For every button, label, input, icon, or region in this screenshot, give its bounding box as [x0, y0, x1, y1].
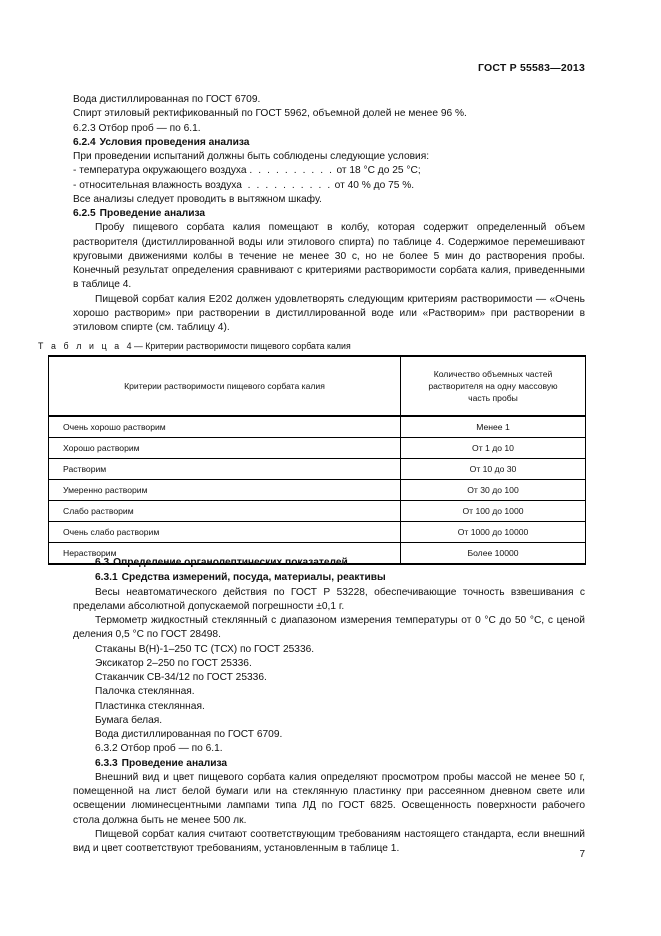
heading-6-2-5-number: 6.2.5 — [73, 208, 96, 219]
equipment-item: Бумага белая. — [95, 714, 163, 726]
equipment-item: Пластинка стеклянная. — [95, 700, 205, 712]
heading-6-3-3-text: Проведение анализа — [121, 757, 228, 769]
table-caption-title: Критерии растворимости пищевого сорбата калия — [145, 341, 351, 351]
condition-temperature-label: - температура окружающего воздуха — [73, 165, 247, 177]
cell-criterion: Очень слабо растворим — [49, 522, 401, 543]
condition-humidity-value: от 40 % до 75 %. — [334, 179, 415, 191]
page-number: 7 — [579, 849, 585, 860]
paragraph-balance: Весы неавтоматического действия по ГОСТ Р 53228, обеспечивающие точность взвешивания с пределами абсолютной допускаемой погрешности ±0,1 г. — [73, 586, 585, 612]
heading-6-2-5 — [73, 207, 585, 221]
paragraph-solubility-criteria: Пищевой сорбат калия Е202 должен удовлетворять следующим критериям растворимости — «Очень хорошо растворим» при растворении в дистиллированной воде или «Растворим» при растворении в этиловом спирте (см. таблицу 4). — [73, 293, 585, 333]
cell-criterion: Хорошо растворим — [49, 438, 401, 459]
cell-quantity: Менее 1 — [401, 416, 586, 438]
table-caption-dash: — — [134, 341, 143, 351]
cell-criterion: Растворим — [49, 459, 401, 480]
condition-temperature-value: от 18 °С до 25 °С; — [336, 165, 421, 177]
heading-6-2-5-text: Проведение анализа — [99, 208, 206, 219]
clause-6-2-3-sampling: 6.2.3 Отбор проб — по 6.1. — [73, 122, 201, 134]
heading-6-3-text: Определение органолептических показателей — [113, 557, 348, 568]
table-row — [49, 501, 586, 522]
table-header-quantity-line-3: часть пробы — [468, 393, 518, 403]
table-4-caption — [38, 340, 351, 352]
condition-humidity — [73, 179, 585, 193]
heading-6-3 — [73, 556, 585, 570]
equipment-item: Эксикатор 2–250 по ГОСТ 25336. — [95, 657, 252, 669]
equipment-item: Палочка стеклянная. — [95, 686, 195, 698]
cell-criterion: Очень хорошо растворим — [49, 416, 401, 438]
table-row — [49, 480, 586, 501]
running-header-standard-number: ГОСТ Р 55583—2013 — [477, 62, 585, 74]
heading-6-2-4-number: 6.2.4 — [73, 136, 96, 148]
clause-6-3-2-sampling: 6.3.2 Отбор проб — по 6.1. — [95, 743, 223, 755]
table-caption-number: 4 — [126, 341, 132, 351]
table-header-criterion: Критерии растворимости пищевого сорбата калия — [49, 356, 401, 416]
heading-6-3-3 — [73, 757, 585, 771]
heading-6-3-number: 6.3 — [95, 557, 110, 568]
heading-6-2-4-text: Условия проведения анализа — [99, 136, 250, 148]
paragraph-ethyl-spirit-reagent: Спирт этиловый ректификованный по ГОСТ 5962, объемной долей не менее 96 %. — [73, 108, 467, 120]
equipment-item: Вода дистиллированная по ГОСТ 6709. — [95, 729, 283, 740]
table-row — [49, 416, 586, 438]
table-head — [49, 356, 586, 416]
cell-criterion: Слабо растворим — [49, 501, 401, 522]
table-header-row — [49, 356, 586, 416]
content-upper — [73, 93, 585, 335]
table-header-quantity-line-2: растворителя на одну массовую — [428, 381, 558, 391]
condition-humidity-label: - относительная влажность воздуха — [73, 179, 242, 191]
paragraph-conditions-intro: При проведении испытаний должны быть соблюдены следующие условия: — [73, 151, 430, 162]
cell-quantity: От 1000 до 10000 — [401, 522, 586, 543]
heading-6-3-1-text: Средства измерений, посуда, материалы, реактивы — [121, 572, 386, 584]
heading-6-3-3-number: 6.3.3 — [95, 757, 118, 769]
condition-humidity-leader: . . . . . . . . . . — [247, 179, 332, 191]
paragraph-appearance-colour: Внешний вид и цвет пищевого сорбата калия определяют просмотром пробы массой не менее 50 г, помещенной на лист белой бумаги или на стеклянную пластинку при рассеянном дневном свете или освещении люминесцентными лампами типа ЛД по ГОСТ 6825. Освещенность поверхности рабочего стола должна быть не менее 500 лк. — [73, 771, 585, 826]
cell-criterion: Умеренно растворим — [49, 480, 401, 501]
cell-criterion: Нерастворим — [49, 543, 401, 565]
table-header-quantity — [401, 356, 586, 416]
cell-quantity: От 30 до 100 — [401, 480, 586, 501]
table-header-quantity-line-1: Количество объемных частей — [433, 369, 553, 379]
cell-quantity: От 100 до 1000 — [401, 501, 586, 522]
paragraph-thermometer: Термометр жидкостный стеклянный с диапазоном измерения температуры от 0 °С до 50 °С, с ценой деления 0,5 °С по ГОСТ 28498. — [73, 615, 585, 641]
table-solubility-criteria — [48, 355, 586, 565]
equipment-item: Стаканы В(Н)-1–250 ТС (ТСХ) по ГОСТ 25336. — [95, 643, 315, 655]
table-caption-label: Т а б л и ц а — [38, 341, 122, 351]
table-row — [49, 459, 586, 480]
equipment-item: Стаканчик СВ-34/12 по ГОСТ 25336. — [95, 672, 267, 683]
paragraph-analysis-procedure: Пробу пищевого сорбата калия помещают в колбу, которая содержит определенный объем растворителя (дистиллированной воды или этилового спирта) по таблице 4. Содержимое перемешивают круговыми движениями колбы в течение не менее 30 с, но не более 5 мин до растворения пробы. Конечный результат определения сравнивают с критериями растворимости сорбата калия, приведенными в таблице 4. — [73, 222, 585, 291]
table-row — [49, 522, 586, 543]
paragraph-water-reagent: Вода дистиллированная по ГОСТ 6709. — [73, 94, 261, 105]
table-row — [49, 438, 586, 459]
heading-6-2-4 — [73, 136, 585, 150]
paragraph-conformity: Пищевой сорбат калия считают соответствующим требованиям настоящего стандарта, если внешний вид и цвет соответствуют требованиям, установленным в таблице 1. — [73, 828, 585, 854]
cell-quantity: От 10 до 30 — [401, 459, 586, 480]
paragraph-fume-hood: Все анализы следует проводить в вытяжном шкафу. — [73, 193, 322, 205]
condition-temperature-leader: . . . . . . . . . . — [249, 165, 334, 177]
content-lower — [73, 556, 585, 856]
heading-6-3-1 — [73, 571, 585, 585]
condition-temperature — [73, 164, 585, 178]
table-body — [49, 416, 586, 564]
cell-quantity: От 1 до 10 — [401, 438, 586, 459]
heading-6-3-1-number: 6.3.1 — [95, 572, 118, 584]
cell-quantity: Более 10000 — [401, 543, 586, 565]
